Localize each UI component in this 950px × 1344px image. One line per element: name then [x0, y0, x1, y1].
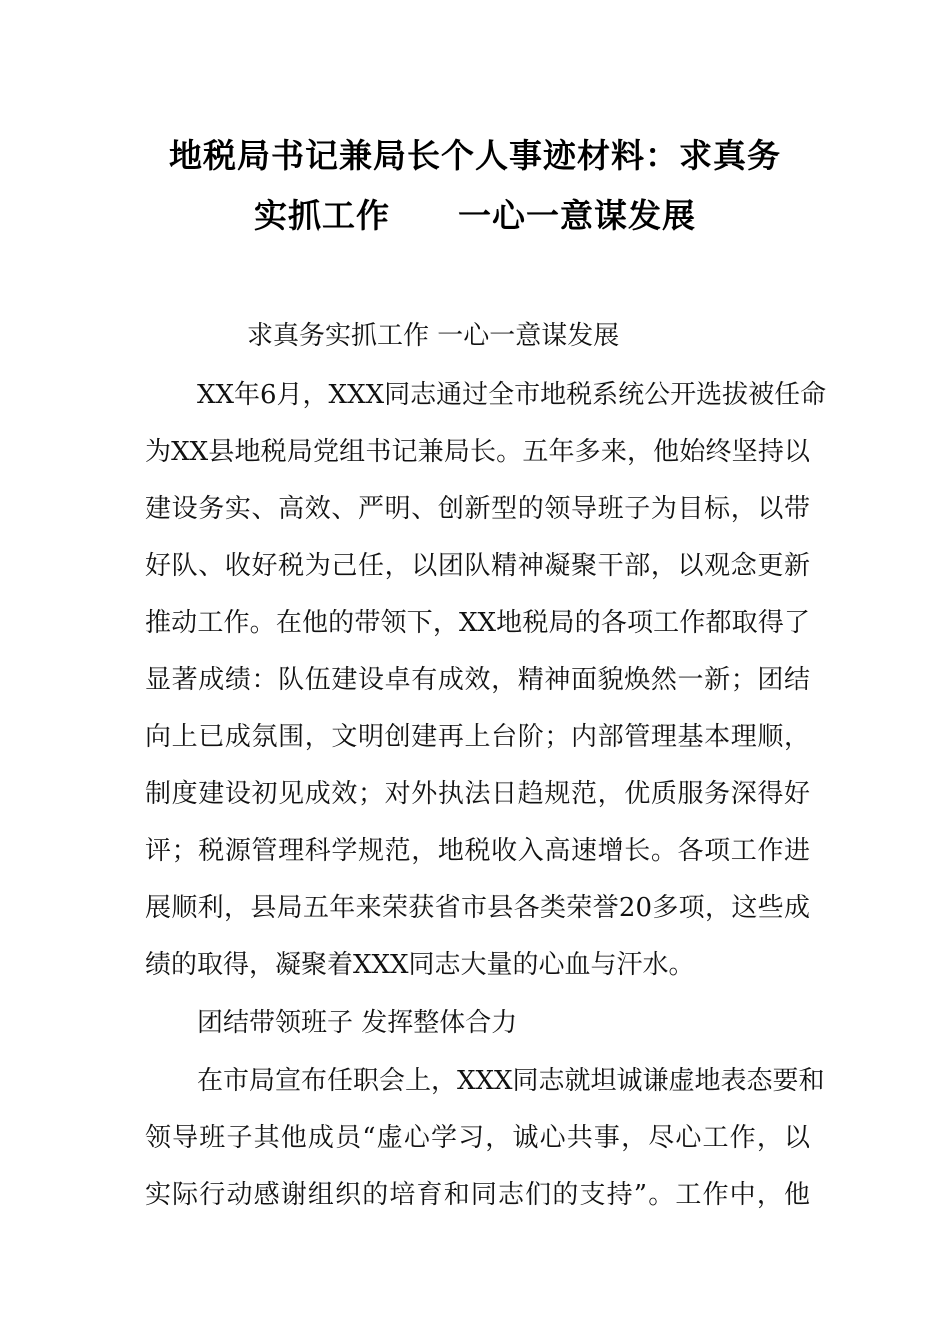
paragraph-1-line-11: 绩的取得，凝聚着XXX同志大量的心血与汗水。: [145, 950, 695, 980]
paragraph-1-line-8: 制度建设初见成效；对外执法日趋规范，优质服务深得好: [145, 779, 810, 809]
paragraph-2-line-2: 领导班子其他成员“虚心学习，诚心共事，尽心工作，以: [145, 1123, 810, 1153]
document-subtitle: 求真务实抓工作 一心一意谋发展: [247, 321, 620, 351]
section-heading: 团结带领班子 发挥整体合力: [197, 1008, 518, 1038]
paragraph-1-line-5: 推动工作。在他的带领下，XX地税局的各项工作都取得了: [145, 608, 810, 638]
paragraph-1-line-3: 建设务实、高效、严明、创新型的领导班子为目标，以带: [145, 494, 810, 524]
paragraph-1-line-7: 向上已成氛围，文明创建再上台阶；内部管理基本理顺，: [145, 722, 810, 752]
paragraph-1-line-10: 展顺利，县局五年来荣获省市县各类荣誉20多项，这些成: [145, 893, 810, 923]
paragraph-1-line-1: XX年6月，XXX同志通过全市地税系统公开选拔被任命: [197, 380, 827, 410]
paragraph-1-line-2: 为XX县地税局党组书记兼局长。五年多来，他始终坚持以: [145, 437, 810, 467]
paragraph-2-line-1: 在市局宣布任职会上，XXX同志就坦诚谦虚地表态要和: [197, 1066, 825, 1096]
document-title-line-2: 实抓工作 一心一意谋发展: [254, 196, 696, 235]
paragraph-1-line-6: 显著成绩：队伍建设卓有成效，精神面貌焕然一新；团结: [145, 665, 810, 695]
paragraph-1-line-4: 好队、收好税为己任，以团队精神凝聚干部，以观念更新: [145, 551, 810, 581]
document-title-line-1: 地税局书记兼局长个人事迹材料：求真务: [169, 136, 781, 175]
paragraph-1-line-9: 评；税源管理科学规范，地税收入高速增长。各项工作进: [145, 836, 810, 866]
paragraph-2-line-3: 实际行动感谢组织的培育和同志们的支持”。工作中，他: [145, 1180, 810, 1210]
